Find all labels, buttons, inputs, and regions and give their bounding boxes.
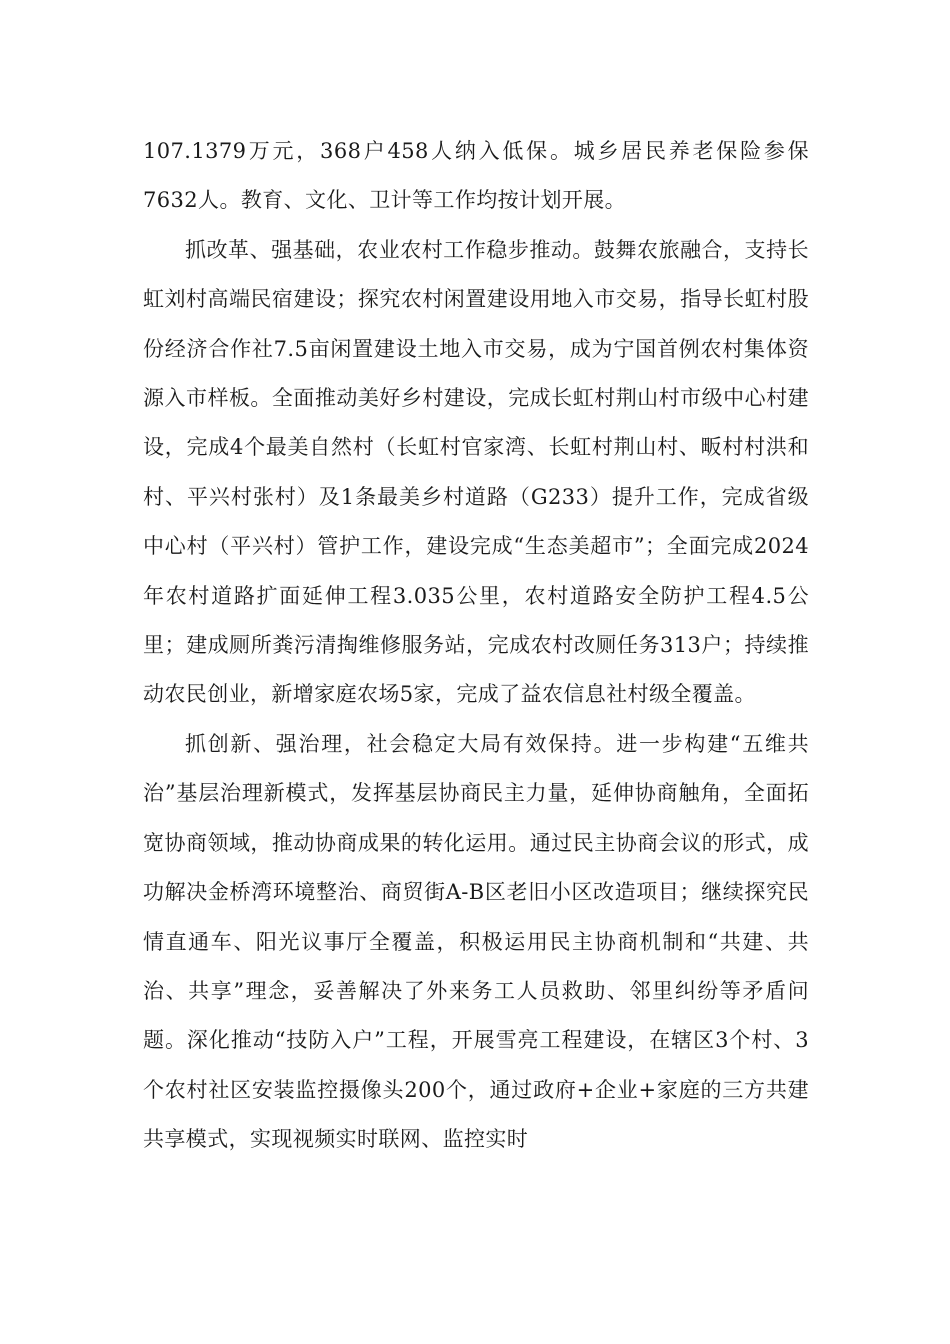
document-body: [143, 127, 809, 1165]
paragraph-social-governance: 抓创新、强治理，社会稳定大局有效保持。进一步构建“五维共治”基层治理新模式，发挥基层协商民主力量，延伸协商触角，全面拓宽协商领域，推动协商成果的转化运用。通过民主协商会议的形式，成功解决金桥湾环境整治、商贸街A-B区老旧小区改造项目；继续探究民情直通车、阳光议事厅全覆盖，积极运用民主协商机制和“共建、共治、共享”理念，妥善解决了外来务工人员救助、邻里纠纷等矛盾问题。深化推动“技防入户”工程，开展雪亮工程建设，在辖区3个村、3个农村社区安装监控摄像头200个，通过政府+企业+家庭的三方共建共享模式，实现视频实时联网、监控实时: [143, 731, 809, 1152]
paragraph-continuation: 107.1379万元，368户458人纳入低保。城乡居民养老保险参保7632人。教育、文化、卫计等工作均按计划开展。: [143, 139, 809, 213]
paragraph-agriculture-reform: 抓改革、强基础，农业农村工作稳步推动。鼓舞农旅融合，支持长虹刘村高端民宿建设；探究农村闲置建设用地入市交易，指导长虹村股份经济合作社7.5亩闲置建设土地入市交易，成为宁国首例农村集体资源入市样板。全面推动美好乡村建设，完成长虹村荆山村市级中心村建设，完成4个最美自然村（长虹村官家湾、长虹村荆山村、畈村村洪和村、平兴村张村）及1条最美乡村道路（G233）提升工作，完成省级中心村（平兴村）管护工作，建设完成“生态美超市”；全面完成2024年农村道路扩面延伸工程3.035公里，农村道路安全防护工程4.5公里；建成厕所粪污清掏维修服务站，完成农村改厕任务313户；持续推动农民创业，新增家庭农场5家，完成了益农信息社村级全覆盖。: [143, 237, 809, 707]
